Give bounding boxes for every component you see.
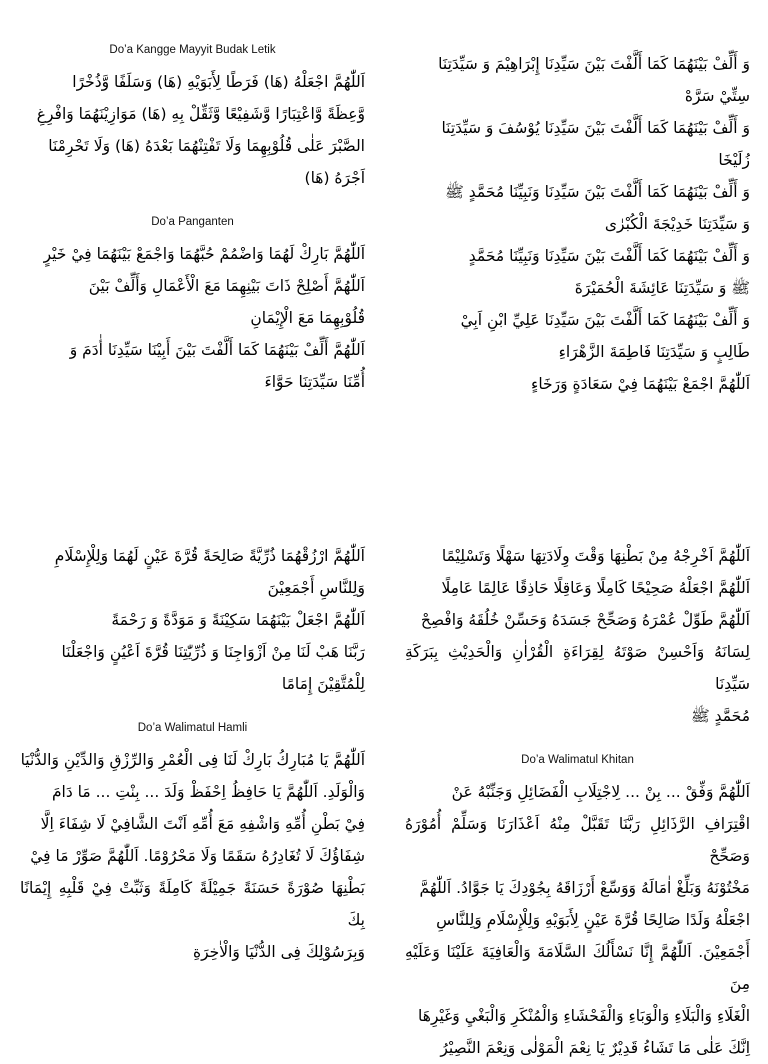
arabic-line: اَللّٰهُمَّ اجْعَلْهُ (هَا) فَرَطًا لِأَبَوَيْهِ (هَا) وَسَلَفًا وَّذُخْرًا: [72, 73, 365, 91]
arabic-line: مَخْتُوْنَهُ وَبَلِّغْ اٰمَالَهُ وَوَسِّعْ أَرْزَاقَهُ بِجُوْدِكَ يَا جَوَّادُ. اَللّٰهُمَّ: [419, 879, 750, 897]
arabic-line: أَجْمَعِيْنَ. اَللّٰهُمَّ إِنَّا نَسْأَلُكَ السَّلَامَةَ وَالْعَافِيَةَ عَلَيْنَا وَعَلَيْهِ مِنَ: [405, 943, 750, 993]
arabic-line: وَبِرَسُوْلِكَ فِى الدُّنْيَا وَالْاٰخِرَةِ: [192, 943, 365, 961]
arabic-line: لِلْمُتَّقِيْنَ إِمَامًا: [281, 675, 365, 693]
heading-walimatul-hamli: Do’a Walimatul Hamli: [137, 722, 248, 734]
arabic-line: وَ أَلِّفْ بَيْنَهُمَا كَمَا أَلَّفْتَ بَيْنَ سَيِّدِنَا عَلِيِّ ابْنِ اَبِيْ: [460, 311, 750, 329]
top-left-section: [20, 44, 365, 398]
arabic-line: اَللّٰهُمَّ اجْعَلْ بَيْنَهُمَا سَكِيْنَةً وَ مَوَدَّةً وَ رَحْمَةً: [111, 611, 365, 629]
arabic-line: وَ أَلِّفْ بَيْنَهُمَا كَمَا أَلَّفْتَ بَيْنَ سَيِّدِنَا وَنَبِيِّنَا مُحَمَّدٍ: [468, 247, 750, 265]
doa-hamli-text: [20, 744, 365, 968]
arabic-line: وَّعِظَةً وَّاعْتِبَارًا وَّشَفِيْعًا وَّثَقِّلْ بِهِ (هَا) مَوَازِيْنَهُمَا وَافْرِغِ: [36, 105, 365, 123]
arabic-line: اِنَّكَ عَلٰى مَا تَشَاءُ قَدِيْرٌ يَا نِعْمَ الْمَوْلٰى وَنِعْمَ النَّصِيْرُ: [440, 1039, 750, 1057]
arabic-line: ﷺ وَ سَيِّدَتِنَا عَائِشَةَ الْحُمَيْرَةَ: [574, 279, 750, 297]
arabic-line: اَللّٰهُمَّ بَارِكْ لَهُمَا وَاضْمُمْ حُبَّهُمَا وَاجْمَعْ بَيْنَهُمَا فِيْ خَيْرٍ: [43, 245, 365, 263]
heading-walimatul-khitan: Do’a Walimatul Khitan: [521, 754, 634, 766]
arabic-line: اقْتِرَافِ الرَّذَائِلِ رَبَّنَا تَقَبَّلْ مِنْهُ اَعْذَارَنَا وَسَلِّمْ أُمُوْرَهُ وَصَحِّحْ: [405, 815, 750, 865]
arabic-line: اَللّٰهُمَّ اجْعَلْهُ صَحِيْحًا كَامِلًا وَعَاقِلًا حَاذِقًا عَالِمًا عَامِلًا: [441, 579, 750, 597]
arabic-line: اَللّٰهُمَّ طَوِّلْ عُمْرَهُ وَصَحِّحْ جَسَدَهُ وَحَسِّنْ خُلُقَهُ وَافْصِحْ: [420, 611, 750, 629]
arabic-line: لِسَانَهُ وَاَحْسِنْ صَوْتَهُ لِقِرَاءَةِ الْقُرْاٰنِ وَالْحَدِيْثِ بِبَرَكَةِ سَيِّدِنَا: [405, 643, 750, 693]
arabic-line: وَ أَلِّفْ بَيْنَهُمَا كَمَا أَلَّفْتَ بَيْنَ سَيِّدِنَا وَنَبِيِّنَا مُحَمَّدٍ ﷺ: [445, 183, 750, 201]
arabic-line: وَلِلنَّاسِ أَجْمَعِيْنَ: [267, 579, 365, 597]
arabic-line: طَالِبٍ وَ سَيِّدَتِنَا فَاطِمَةَ الزَّهْرَاءِ: [558, 343, 750, 361]
arabic-line: الصَّبْرَ عَلٰى قُلُوْبِهِمَا وَلَا تَفْتِنْهُمَا بَعْدَهُ (هَا) وَلَا تَحْرِمْنَا: [48, 137, 365, 155]
arabic-line: اَللّٰهُمَّ اَخْرِجْهُ مِنْ بَطْنِهَا وَقْتَ وِلَادَتِهَا سَهْلًا وَتَسْلِيْمًا: [441, 547, 750, 565]
heading-doa-mayyit: Do’a Kangge Mayyit Budak Letik: [109, 44, 276, 56]
arabic-line: شِفَاؤُكَ لَا تُغَادِرُهُ سَقَمًا وَلَا مَحْرُوْمًا. اَللّٰهُمَّ صَوِّرْ مَا فِيْ: [30, 847, 365, 865]
arabic-line: الْغَلَاءِ وَالْبَلَاءِ وَالْوَبَاءِ وَالْفَحْشَاءِ وَالْمُنْكَرِ وَالْبَغْيِ وَغَيْرِهَا: [418, 1007, 750, 1025]
arabic-line: اَللّٰهُمَّ وَفِّقْ ... بِنْ ... لِاجْتِلَابِ الْفَضَائِلِ وَجَنِّبْهُ عَنْ: [451, 783, 750, 801]
doa-panganten-continued: [405, 48, 750, 400]
heading-doa-panganten: Do’a Panganten: [151, 216, 234, 228]
arabic-line: رَبَّنَا هَبْ لَنَا مِنْ اَزْوَاجِنَا وَ ذُرِّيّٰتِنَا قُرَّةَ اَعْيُنٍ وَاجْعَلْنَا: [61, 643, 365, 661]
arabic-line: زُلَيْخَا: [718, 151, 750, 169]
arabic-line: اَللّٰهُمَّ يَا مُبَارِكُ بَارِكْ لَنَا فِى الْعُمْرِ وَالرِّزْقِ وَالدِّيْنِ وَالدُّنْيَا: [20, 751, 365, 769]
arabic-line: وَ أَلِّفْ بَيْنَهُمَا كَمَا أَلَّفْتَ بَيْنَ سَيِّدِنَا إِبْرَاهِيْمَ وَ سَيِّدَتِنَا: [438, 55, 750, 73]
doa-khitan-text: [405, 776, 750, 1064]
arabic-line: سِتِّيْ سَرَّهْ: [684, 87, 750, 105]
arabic-line: فِيْ بَطْنِ أُمِّهِ وَاشْفِهِ مَعَ أُمِّهِ اَنْتَ الشَّافِيْ لَا شِفَاءَ اِلَّا: [40, 815, 365, 833]
arabic-line: اَللّٰهُمَّ أَلِّفْ بَيْنَهُمَا كَمَا أَلَّفْتَ بَيْنَ أَبِيْنَا سَيِّدِنَا أٰدَمَ وَ: [69, 341, 365, 359]
top-right-section: [405, 48, 750, 400]
arabic-line: مُحَمَّدٍ ﷺ: [690, 707, 750, 725]
arabic-line: وَ أَلِّفْ بَيْنَهُمَا كَمَا أَلَّفْتَ بَيْنَ سَيِّدِنَا يُوْسُفَ وَ سَيِّدَتِنَا: [441, 119, 750, 137]
doa-panganten-end: [20, 540, 365, 700]
arabic-line: بَطْنِهَا صُوْرَةً حَسَنَةً جَمِيْلَةً كَامِلَةً وَثَبِّتْ فِيْ قَلْبِهِ إِيْمَانًا بِكَ: [20, 879, 365, 929]
arabic-line: اَللّٰهُمَّ ارْزُقْهُمَا ذُرِّيَّةً صَالِحَةً قُرَّةَ عَيْنٍ لَهُمَا وَلِلْإِسْلَامِ: [54, 547, 365, 565]
doa-mayyit-text: [20, 66, 365, 194]
doa-panganten-text: [20, 238, 365, 398]
arabic-line: أُمِّنَا سَيِّدَتِنَا حَوَّاءَ: [264, 373, 365, 391]
arabic-line: اَللّٰهُمَّ اجْمَعْ بَيْنَهُمَا فِيْ سَعَادَةٍ وَرَخَاءٍ: [531, 375, 750, 393]
arabic-line: اَللّٰهُمَّ أَصْلِحْ ذَاتَ بَيْنِهِمَا مَعَ الْأَعْمَالِ وَأَلِّفْ بَيْنَ: [88, 277, 365, 295]
arabic-line: وَالْوَلَدِ. اَللّٰهُمَّ يَا حَافِظُ اِحْفَظْ وَلَدَ ... بِنْتِ ... مَا دَامَ: [51, 783, 365, 801]
arabic-line: اجْعَلْهُ وَلَدًا صَالِحًا قُرَّةَ عَيْنٍ لِأَبَوَيْهِ وَلِلْإِسْلَامِ وَلِلنَّاسِ: [436, 911, 750, 929]
bottom-right-section: [405, 540, 750, 1064]
bottom-left-section: [20, 540, 365, 968]
arabic-line: قُلُوْبِهِمَا مَعَ الْإِيْمَانِ: [250, 309, 365, 327]
arabic-line: وَ سَيِّدَتِنَا خَدِيْجَةَ الْكُبْرٰى: [604, 215, 750, 233]
arabic-line: اَجْرَهُ (هَا): [304, 169, 365, 187]
doa-hamli-end: [405, 540, 750, 732]
